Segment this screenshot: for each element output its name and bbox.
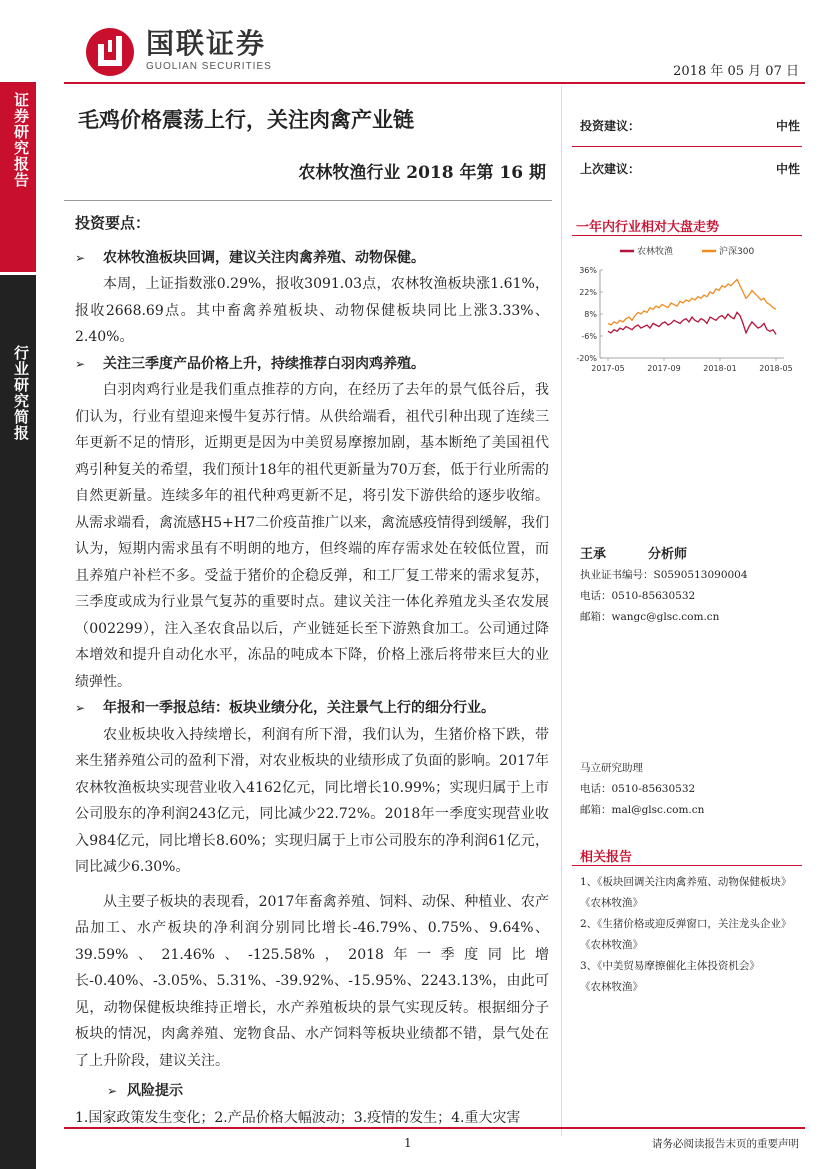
related-report-item[interactable]: 1、《板块回调关注肉禽养殖、动物保健板块》 — [580, 876, 792, 888]
key-point-2-text: 关注三季度产品价格上升，持续推荐白羽肉鸡养殖。 — [103, 355, 425, 372]
rating-previous-label: 上次建议： — [580, 162, 641, 176]
y-tick-label: 8% — [584, 310, 597, 319]
related-report-item[interactable]: 2、《生猪价格或迎反弹窗口，关注龙头企业》 — [580, 918, 792, 930]
related-report-item: 《农林牧渔》 — [580, 897, 643, 909]
key-point-1-text: 农林牧渔板块回调，建议关注肉禽养殖、动物保健。 — [103, 249, 425, 266]
analyst-1-title: 分析师 — [648, 547, 688, 562]
related-report-item: 《农林牧渔》 — [580, 981, 643, 993]
analyst-2-email[interactable]: 邮箱：mal@glsc.com.cn — [580, 804, 705, 816]
risk-heading — [75, 1078, 549, 1105]
y-tick-label: -20% — [576, 354, 597, 363]
y-tick-label: -6% — [581, 332, 597, 341]
paragraph-4: 从主要子板块的表现看，2017年畜禽养殖、饲料、动保、种植业、农产品加工、水产板块的净利润分别同比增长-46.79%、0.75%、9.64%、39.59%、21.46%、-125.58%，2018年一季度同比增长-0.40%、-3.05%、5.31%、-39.92%、-15.95%、2243.13%，由此可见，动物保健板块维持正增长，水产养殖板块的景气实现反转。根据细分子板块的情况，肉禽养殖、宠物食品、水产饲料等板块业绩都不错，景气处在了上升阶段，建议关注。 — [75, 893, 549, 1069]
analyst-2-block — [580, 758, 704, 821]
report-subtitle: 农林牧渔行业 2018 年第 16 期 — [298, 163, 546, 183]
y-tick-label: 22% — [579, 288, 597, 297]
column-separator — [561, 86, 562, 1136]
x-tick-label: 2018-05 — [759, 364, 793, 373]
series-line — [608, 312, 776, 334]
related-report-item[interactable]: 3、《中美贸易摩擦催化主体投资机会》 — [580, 960, 760, 972]
sidebar-label-category: 行业研究简报 — [12, 345, 30, 441]
rating-divider — [572, 146, 802, 147]
analyst-1-cert: 执业证书编号：S0590513090004 — [580, 569, 748, 581]
section-title: 投资要点： — [75, 214, 151, 232]
x-tick-label: 2017-09 — [647, 364, 681, 373]
analyst-2-phone: 电话：0510-85630532 — [580, 783, 696, 795]
chart-title-divider — [572, 235, 802, 236]
analyst-2-name: 马立研究助理 — [580, 762, 643, 774]
arrow-bullet-icon: ➢ — [106, 1084, 117, 1098]
rating-current-label: 投资建议： — [580, 119, 641, 133]
key-point-1 — [75, 245, 549, 272]
paragraph-3: 农业板块收入持续增长，利润有所下滑，我们认为，生猪价格下跌，带来生猪养殖公司的盈利下滑，对农业板块的业绩形成了负面的影响。2017年农林牧渔板块实现营业收入4162亿元，同比增长10.99%；实现归属于上市公司股东的净利润243亿元，同比减少22.72%。2018年一季度实现营业收入984亿元，同比增长8.60%；实现归属于上市公司股东的净利润61亿元，同比减少6.30%。 — [75, 726, 549, 875]
arrow-bullet-icon: ➢ — [75, 250, 86, 265]
key-point-2 — [75, 351, 549, 378]
footer-divider — [64, 1127, 805, 1129]
company-logo — [82, 22, 272, 78]
related-reports-list — [580, 872, 804, 998]
logo-chinese-name: 国联证券 — [146, 26, 267, 60]
main-divider — [64, 200, 552, 201]
legend-label: 农林牧渔 — [637, 247, 674, 257]
paragraph-1: 本周，上证指数涨0.29%，报收3091.03点，农林牧渔板块涨1.61%，报收2668.69点。其中畜禽养殖板块、动物保健板块同比上涨3.33%、2.40%。 — [75, 276, 549, 345]
paragraph-2: 白羽肉鸡行业是我们重点推荐的方向，在经历了去年的景气低谷后，我们认为，行业有望迎来慢牛复苏行情。从供给端看，祖代引种出现了连续三年更新不足的情形，近期更是因为中美贸易摩擦加剧，基本断绝了美国祖代鸡引种复关的希望，我们预计18年的祖代更新量为70万套，低于行业所需的自然更新量。连续多年的祖代种鸡更新不足，将引发下游供给的逐步收缩。从需求端看，禽流感H5+H7二价疫苗推广以来，禽流感疫情得到缓解，我们认为，短期内需求虽有不明朗的地方，但终端的库存需求处在较低位置，而且养殖户补栏不多。受益于猪价的企稳反弹，和工厂复工带来的需求复苏，三季度或成为行业景气复苏的重要时点。建议关注一体化养殖龙头圣农发展（002299），注入圣农食品以后，产业链延长至下游熟食加工。公司通过降本增效和提升自动化水平，冻品的吨成本下降，价格上涨后将带来巨大的业绩弹性。 — [75, 382, 549, 690]
analyst-1-email[interactable]: 邮箱：wangc@glsc.com.cn — [580, 611, 720, 623]
rating-previous — [580, 160, 800, 177]
analyst-1-header — [580, 544, 748, 565]
main-content — [75, 208, 549, 1131]
sidebar-label-report-type: 证券研究报告 — [12, 92, 30, 188]
chart-title: 一年内行业相对大盘走势 — [576, 220, 720, 235]
relative-performance-chart — [572, 240, 802, 380]
arrow-bullet-icon: ➢ — [75, 356, 86, 371]
header-divider — [64, 82, 805, 84]
rating-previous-value: 中性 — [775, 162, 800, 176]
key-point-3 — [75, 695, 549, 722]
analyst-1-name: 王承 — [580, 547, 607, 562]
y-tick-label: 36% — [579, 266, 597, 275]
legend-label: 沪深300 — [719, 247, 755, 257]
analyst-1-phone: 电话：0510-85630532 — [580, 590, 696, 602]
x-tick-label: 2017-05 — [591, 364, 625, 373]
logo-emblem-icon — [82, 22, 138, 78]
logo-english-name: GUOLIAN SECURITIES — [146, 60, 272, 72]
related-report-item: 《农林牧渔》 — [580, 939, 643, 951]
related-reports-divider — [572, 865, 802, 866]
rating-current-value: 中性 — [775, 119, 800, 133]
risk-title: 风险提示 — [127, 1083, 183, 1099]
report-date: 2018 年 05 月 07 日 — [673, 64, 799, 79]
risk-text: 1.国家政策发生变化；2.产品价格大幅波动；3.疫情的发生；4.重大灾害 — [75, 1109, 521, 1126]
footer-disclaimer: 请务必阅读报告末页的重要声明 — [652, 1138, 799, 1150]
related-reports-title: 相关报告 — [580, 850, 633, 865]
page-number: 1 — [404, 1136, 412, 1150]
rating-current — [580, 117, 800, 134]
analyst-1-block — [580, 544, 748, 628]
report-title: 毛鸡价格震荡上行，关注肉禽产业链 — [78, 107, 414, 132]
arrow-bullet-icon: ➢ — [75, 701, 86, 715]
x-tick-label: 2018-01 — [703, 364, 737, 373]
key-point-3-text: 年报和一季报总结：板块业绩分化，关注景气上行的细分行业。 — [103, 700, 495, 716]
